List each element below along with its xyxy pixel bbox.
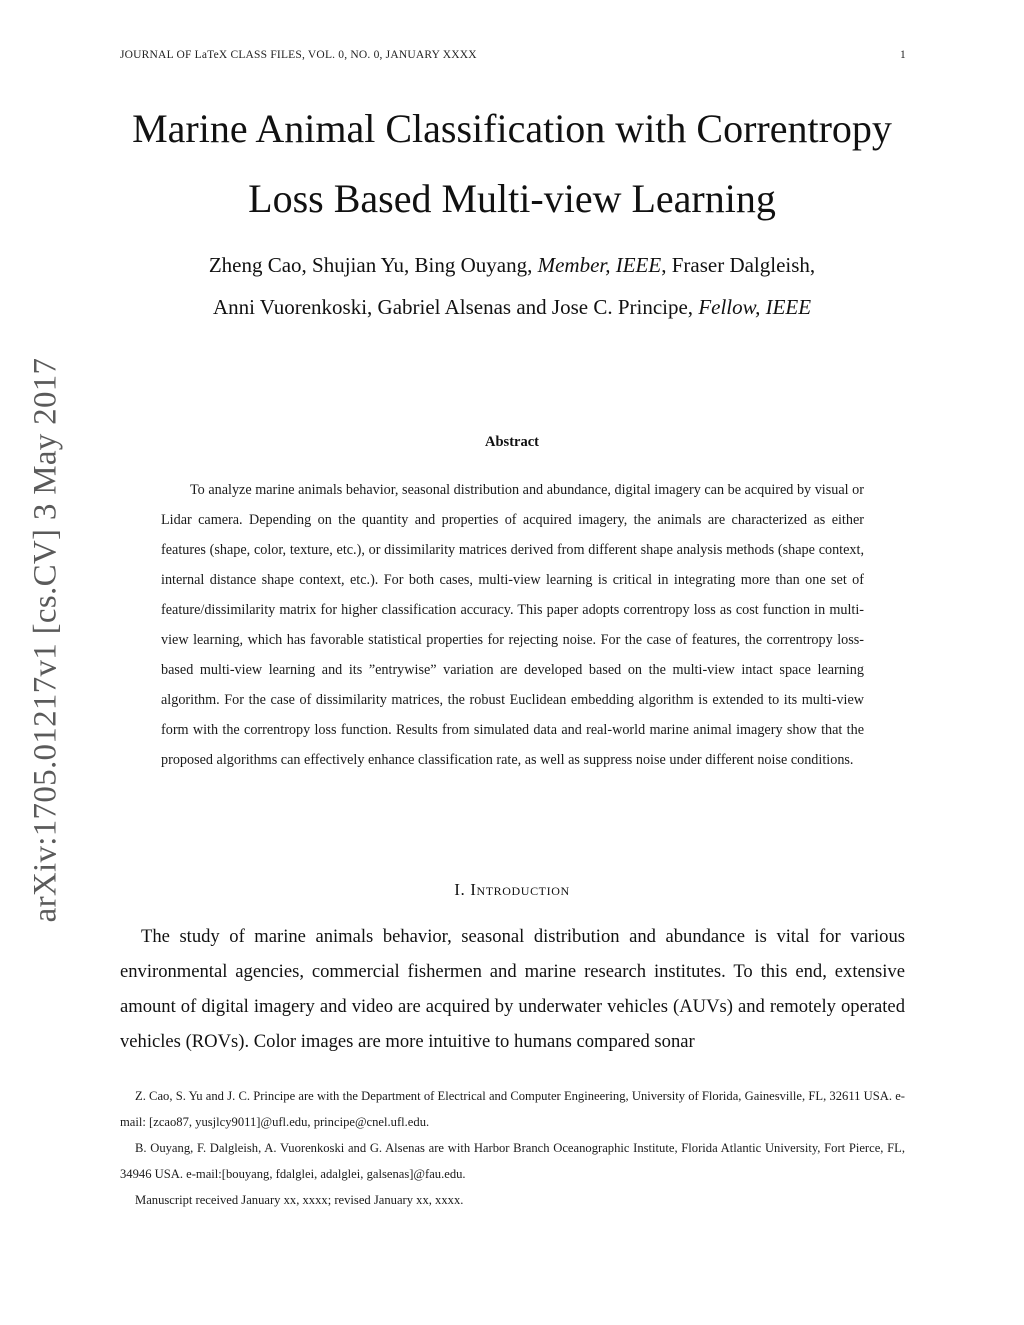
author-role-fellow: Fellow, IEEE	[698, 295, 812, 319]
section-title: Introduction	[470, 880, 570, 899]
section-number: I.	[454, 880, 471, 899]
introduction-paragraph: The study of marine animals behavior, seasonal distribution and abundance is vital for various environmental agencies, commercial fishermen and marine research institutes. To this end, extensive amount of digital imagery and video are acquired by underwater vehicles (AUVs) and remotely operated vehicles (ROVs). Color images are more intuitive to humans compared sonar	[120, 926, 905, 1052]
title-line-1: Marine Animal Classification with Correntropy	[132, 106, 892, 151]
footnotes	[120, 1083, 905, 1213]
abstract-heading: Abstract	[485, 434, 539, 450]
arxiv-identifier-stamp: arXiv:1705.01217v1 [cs.CV] 3 May 2017	[27, 357, 64, 923]
section-heading-introduction	[100, 880, 924, 900]
author-names-1-tail: , Fraser Dalgleish,	[661, 253, 816, 277]
paper-title	[100, 94, 924, 234]
journal-name: JOURNAL OF LaTeX CLASS FILES, VOL. 0, NO. 0, JANUARY XXXX	[120, 49, 477, 61]
abstract-text: To analyze marine animals behavior, seasonal distribution and abundance, digital imagery can be acquired by visual or Lidar camera. Depending on the quantity and properties of acquired imagery, the animals are characterized as either features (shape, color, texture, etc.), or dissimilarity matrices derived from different shape analysis methods (shape context, internal distance shape context, etc.). For both cases, multi-view learning is critical in integrating more than one set of feature/dissimilarity matrix for higher classification accuracy. This paper adopts correntropy loss as cost function in multi-view learning, which has favorable statistical properties for rejecting noise. For the case of features, the correntropy loss-based multi-view learning and its ”entrywise” variation are developed based on the multi-view intact space learning algorithm. For the case of dissimilarity matrices, the robust Euclidean embedding algorithm is extended to its multi-view form with the correntropy loss function. Results from simulated data and real-world marine animal imagery show that the proposed algorithms can effectively enhance classification rate, as well as suppress noise under different noise conditions.	[161, 482, 864, 768]
footnote-manuscript-dates: Manuscript received January xx, xxxx; revised January xx, xxxx.	[135, 1193, 464, 1207]
author-role-member: Member, IEEE	[537, 253, 662, 277]
footnote-affiliation-uf: Z. Cao, S. Yu and J. C. Principe are with the Department of Electrical and Computer Engineering, University of Florida, Gainesville, FL, 32611 USA. e-mail: [zcao87, yusjlcy9011]@ufl.edu, principe@cnel.ufl.edu.	[120, 1089, 905, 1129]
author-line-2	[100, 286, 924, 328]
footnote-affiliation-fau: B. Ouyang, F. Dalgleish, A. Vuorenkoski and G. Alsenas are with Harbor Branch Oceanographic Institute, Florida Atlantic University, Fort Pierce, FL, 34946 USA. e-mail:[bouyang, fdalglei, adalglei, galsenas]@fau.edu.	[120, 1141, 905, 1181]
page-number: 1	[900, 49, 906, 61]
author-names-2: Anni Vuorenkoski, Gabriel Alsenas and Jose C. Principe,	[212, 295, 699, 319]
title-line-2: Loss Based Multi-view Learning	[248, 176, 776, 221]
author-line-1	[100, 244, 924, 286]
author-names-1: Zheng Cao, Shujian Yu, Bing Ouyang,	[208, 253, 538, 277]
author-list	[100, 244, 924, 328]
